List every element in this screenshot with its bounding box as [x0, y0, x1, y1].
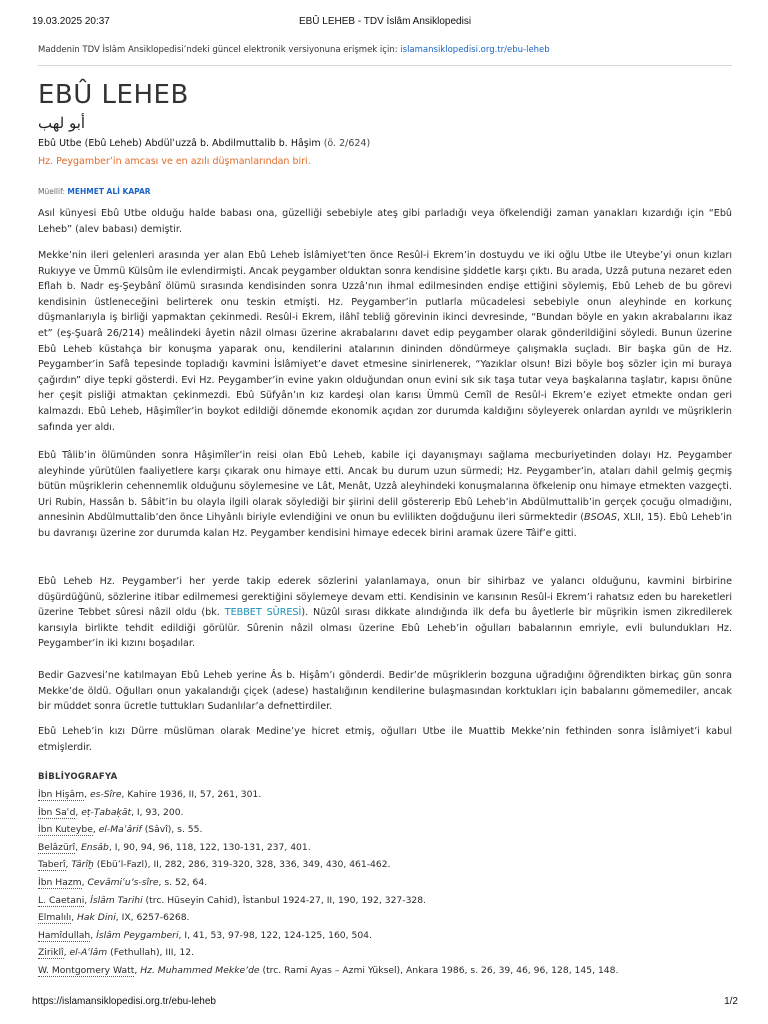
author-line — [38, 186, 732, 197]
article-title: EBÛ LEHEB — [38, 80, 189, 110]
full-name-line — [38, 137, 732, 151]
bibliography-details: , I, 93, 200. — [131, 806, 184, 818]
bibliography-author[interactable]: L. Caetani — [38, 894, 85, 906]
online-version-notice — [38, 45, 732, 55]
bibliography-work: Târîḫ — [71, 859, 94, 871]
bibliography-item: Elmalılı, Hak Dini, IX, 6257-6268. — [38, 912, 190, 924]
bibliography-author[interactable]: İbn Hazm — [38, 876, 82, 888]
paragraph-4-end: ). Nüzûl sırası dikkate alındığında ilk defa bu âyetlerle bir müşrikin ismen zikredilerek karısıyla birlikte tehdit edildiği görülür. Sûrenin nâzil olması üzerine Ebû Leheb’in oğulları babalarının emriyle, evli bulundukları Hz. Peygamber’in iki kızını boşadılar. — [38, 607, 732, 650]
bibliography-item: Taberî, Târîḫ (Ebü’l-Fazl), II, 282, 286, 319-320, 328, 336, 349, 430, 461-462. — [38, 859, 391, 871]
bibliography-author[interactable]: Taberî — [38, 859, 66, 871]
bibliography-details: , I, 41, 53, 97-98, 122, 124-125, 160, 504. — [178, 929, 372, 941]
print-datetime: 19.03.2025 20:37 — [32, 16, 110, 27]
paragraph-3-end: , XLII, 15). Ebû Leheb’in bu davranışı üzerine zor durumda kalan Hz. Peygamber kendisini himaye edecek birini aramak üzere Tâif’e gitti. — [38, 512, 732, 539]
bibliography-item: Belâzürî, Ensâb, I, 90, 94, 96, 118, 122, 130-131, 237, 401. — [38, 841, 311, 853]
notice-link[interactable]: islamansiklopedisi.org.tr/ebu-leheb — [400, 45, 550, 55]
print-footer — [32, 996, 738, 1010]
paragraph-3-journal: BSOAS — [584, 512, 617, 524]
bibliography-work: İslâm Peygamberi — [96, 929, 179, 941]
paragraph-3 — [38, 448, 732, 542]
print-header — [32, 16, 738, 30]
bibliography-work: el-Aʿlâm — [69, 947, 108, 959]
print-url: https://islamansiklopedisi.org.tr/ebu-leheb — [32, 996, 216, 1007]
bibliography-work: eṭ-Ṭabaḳāt — [81, 806, 132, 818]
bibliography — [38, 772, 732, 980]
notice-text: Maddenin TDV İslâm Ansiklopedisi’ndeki güncel elektronik versiyonuna erişmek için: — [38, 45, 401, 55]
bibliography-work: el-Maʿârif — [98, 824, 142, 836]
bibliography-author[interactable]: W. Montgomery Watt — [38, 964, 135, 976]
bibliography-author[interactable]: Belâzürî — [38, 841, 76, 853]
bibliography-work: İslâm Tarihi — [90, 894, 143, 906]
bibliography-item: İbn Hazm, Cevâmiʿu’s-sîre, s. 52, 64. — [38, 876, 208, 888]
bibliography-work: Hak Dini — [77, 912, 116, 924]
bibliography-item: Hamîdullah, İslâm Peygamberi, I, 41, 53, 97-98, 122, 124-125, 160, 504. — [38, 929, 372, 941]
bibliography-item: L. Caetani, İslâm Tarihi (trc. Hüseyin Cahid), İstanbul 1924-27, II, 190, 192, 327-328. — [38, 894, 427, 906]
paragraph-4 — [38, 574, 732, 652]
bibliography-details: (Ebü’l-Fazl), II, 282, 286, 319-320, 328, 336, 349, 430, 461-462. — [93, 859, 391, 871]
bibliography-author[interactable]: İbn Hişâm — [38, 789, 85, 800]
bibliography-author[interactable]: İbn Kuteybe — [38, 824, 93, 836]
bibliography-work: Cevâmiʿu’s-sîre — [87, 876, 159, 888]
paragraph-6: Ebû Leheb’in kızı Dürre müslüman olarak Medine’ye hicret etmiş, oğulları Utbe ile Muattib Mekke’nin fethinden sonra İslâmiyet’i kabul etmişlerdir. — [38, 726, 732, 753]
article-summary: Hz. Peygamber’in amcası ve en azılı düşmanlarından biri. — [38, 156, 311, 167]
bibliography-author[interactable]: Elmalılı — [38, 912, 72, 924]
bibliography-author[interactable]: İbn Saʿd — [38, 806, 76, 818]
paragraph-5: Bedir Gazvesi’ne katılmayan Ebû Leheb yerine Âs b. Hişâm’ı gönderdi. Bedir’de müşriklerin bozguna uğradığını öğrendikten birkaç gün sonra Mekke’de öldü. Oğulları onun yakalandığı çiçek (adese) hastalığının kendilerine bulaşmasından korktukları için babalarını gömemediler, ancak bir müddet sonra ücretle tuttukları Sudanlılar’a defnettirdiler. — [38, 670, 732, 713]
bibliography-work: Hz. Muhammed Mekke’de — [140, 964, 260, 976]
full-name: Ebû Utbe (Ebû Leheb) Abdülʿuzzâ b. Abdilmuttalib b. Hâşim — [38, 138, 321, 149]
print-page-number: 1/2 — [724, 996, 738, 1007]
bibliography-details: , IX, 6257-6268. — [115, 912, 190, 924]
paragraph-1: Asıl künyesi Ebû Utbe olduğu halde babası ona, güzelliği sebebiyle ateş gibi parladığı veya öfkelendiği zaman yanakları kızardığı için “Ebû Leheb” (alev babası) demiştir. — [38, 208, 732, 235]
tebbet-suresi-link[interactable]: TEBBET SÛRESİ — [224, 607, 302, 619]
bibliography-item: İbn Hişâm, es-Sîre, Kahire 1936, II, 57, 261, 301. — [38, 789, 262, 800]
arabic-title: أبو لهب — [38, 114, 86, 132]
bibliography-author[interactable]: Ziriklî — [38, 947, 64, 959]
print-page-title: EBÛ LEHEB - TDV İslâm Ansiklopedisi — [298, 16, 472, 27]
bibliography-title: BİBLİYOGRAFYA — [38, 772, 118, 782]
bibliography-item: İbn Kuteybe, el-Maʿârif (Sâvî), s. 55. — [38, 824, 203, 836]
death-date: (ö. 2/624) — [323, 138, 371, 149]
bibliography-details: (trc. Rami Ayas – Azmi Yüksel), Ankara 1986, s. 26, 39, 46, 96, 128, 145, 148. — [259, 964, 619, 976]
author-link[interactable]: MEHMET ALİ KAPAR — [67, 187, 151, 196]
paragraph-2: Mekke’nin ileri gelenleri arasında yer alan Ebû Leheb İslâmiyet’ten önce Resûl-i Ekrem’in dostuydu ve iki oğlu Utbe ile Uteybe’yi onun kızları Rukıyye ve Ümmü Külsûm ile evlendirmişti. Ancak peygamber olduktan sonra kendisine şiddetle karşı çıktı. Bu arada, Uzzâ putuna nezaret eden Eflah b. Nadr eş-Şeybânî ölümü sırasında kendisinden sonra Uzzâ’nın ihmal edilmesinden endişe ettiğini söylemiş, Ebû Leheb de bu görevi kendisinin üstleneceğini belirterek onu teskin etmişti. Hz. Peygamber’in putlarla mücadelesi sebebiyle onun aleyhinde en korkunç düşmanlarıyla iş birliği yapmaktan çekinmedi. Resûl-i Ekrem, ilâhî tebliğ görevinin ikinci devresinde, “Bundan böyle en yakın akrabalarını ikaz et” (eş-Şuarâ 26/214) meâlindeki âyetin nâzil olması üzerine akrabalarını davet edip peygamber olarak gönderildiğini söyledi. Bunun üzerine Ebû Leheb küstahça bir konuşma yaparak onu, kendilerini atalarının dininden döndürmeye çalışmakla suçladı. Bir başka gün de Hz. Peygamber’in Safâ tepesinde topladığı kavmini İslâmiyet’e davet etmesine sinirlenerek, “Yazıklar olsun! Bizi böyle boş sözler için mi buraya çağırdın” diye tepki gösterdi. Evi Hz. Peygamber’in evine yakın olduğundan onun evini sık sık taşa tutar veya başkalarına taşlatır, kapısı önüne her çeşit pisliği atmaktan çekinmezdi. Ebû Süfyân’ın kız kardeşi olan karısı Ümmü Cemîl de Resûl-i Ekrem’e eziyet etmekte ondan geri kalmazdı. Ebû Leheb, Hâşimîler’in boykot edildiği dönemde ekonomik açıdan zor durumda kaldığını söyleyerek onlardan ayrıldı ve müşriklerin safında yer aldı. — [38, 250, 732, 433]
bibliography-list — [38, 786, 732, 980]
paragraph-4-text: Ebû Leheb Hz. Peygamber’i her yerde takip ederek sözlerini yalanlamaya, onun bir sihirbaz ve yalancı olduğunu, kavmini birbirine düşürdüğünü, sözlerine itibar edilmemesi gerektiğini söylemeye devam etti. Kendisinin ve karısının Resûl-i Ekrem’i rahatsız eden bu hareketleri üzerine Tebbet sûresi nâzil oldu (bk. — [38, 576, 732, 619]
bibliography-details: (Fethullah), III, 12. — [107, 947, 194, 959]
bibliography-item: W. Montgomery Watt, Hz. Muhammed Mekke’de (trc. Rami Ayas – Azmi Yüksel), Ankara 1986, s. 26, 39, 46, 96, 128, 145, 148. — [38, 964, 619, 976]
author-label: Müellif: — [38, 187, 68, 196]
bibliography-author[interactable]: Hamîdullah — [38, 929, 91, 941]
bibliography-details: , I, 90, 94, 96, 118, 122, 130-131, 237, 401. — [108, 841, 311, 853]
paragraph-3-text: Ebû Tâlib’in ölümünden sonra Hâşimîler’in reisi olan Ebû Leheb, kabile içi dayanışmayı sağlama mecburiyetinden dolayı Hz. Peygamber aleyhinde yürütülen faaliyetlere karşı çıkarak onu himaye etti. Ancak bu durum uzun sürmedi; Hz. Peygamber’in, ataları dahil gelmiş geçmiş bütün müşriklerin cehennemlik olduğunu söylemesine ve Lât, Menât, Uzzâ aleyhindeki konuşmalarına öfkelenip onu himaye etmekten vazgeçti. Uri Rubin, Hassân b. Sâbit’in bu olayla ilgili olarak söylediği bir şiirini delil göstererip Ebû Leheb’in Abdülmuttalib’in gerçek çocuğu olmadığını, annesinin Abdülmuttalib’den önce Lihyânlı biriyle evlendiğini ve onun bu evlilikten doğduğunu ileri sürmektedir ( — [38, 450, 732, 524]
bibliography-details: (trc. Hüseyin Cahid), İstanbul 1924-27, II, 190, 192, 327-328. — [142, 894, 427, 906]
bibliography-details: , Kahire 1936, II, 57, 261, 301. — [121, 789, 262, 800]
bibliography-item: İbn Saʿd, eṭ-Ṭabaḳāt, I, 93, 200. — [38, 806, 184, 818]
bibliography-details: , s. 52, 64. — [158, 876, 208, 888]
article-content — [38, 78, 732, 976]
header-divider — [38, 65, 732, 66]
bibliography-work: Ensâb — [80, 841, 109, 853]
bibliography-item: Ziriklî, el-Aʿlâm (Fethullah), III, 12. — [38, 947, 194, 959]
bibliography-details: (Sâvî), s. 55. — [141, 824, 203, 836]
bibliography-work: es-Sîre — [89, 789, 122, 800]
